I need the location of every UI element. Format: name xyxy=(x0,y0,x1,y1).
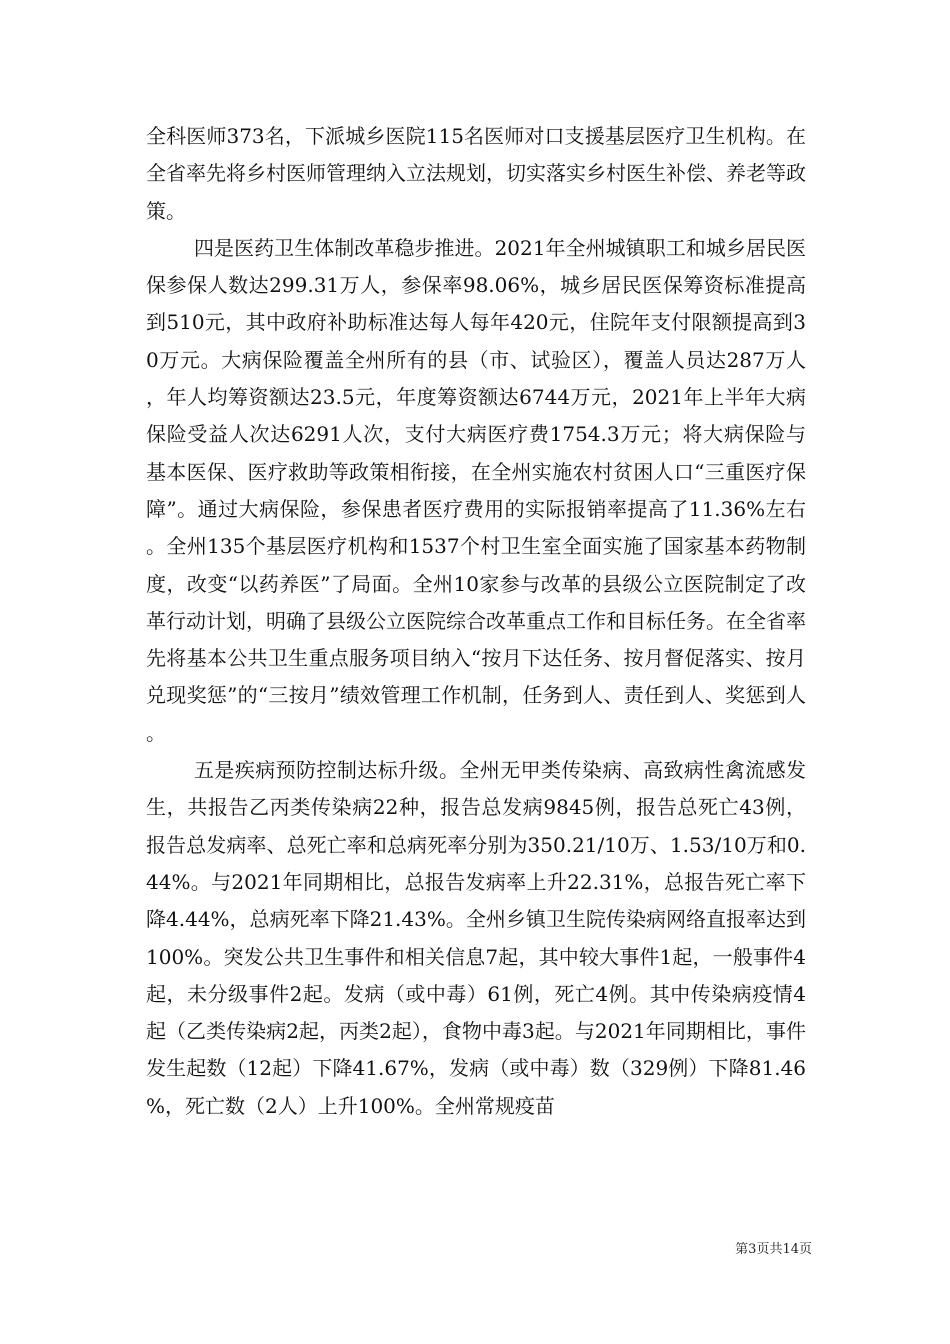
paragraph-3: 五是疾病预防控制达标升级。全州无甲类传染病、高致病性禽流感发生，共报告乙丙类传染病22种，报告总发病9845例，报告总死亡43例，报告总发病率、总死亡率和总病死率分别为350.21/10万、1.53/10万和0.44%。与2021年同期相比，总报告发病率上升22.31%，总报告死亡率下降4.44%，总病死率下降21.43%。全州乡镇卫生院传染病网络直报率达到100%。突发公共卫生事件和相关信息7起，其中较大事件1起，一般事件4起，未分级事件2起。发病（或中毒）61例，死亡4例。其中传染病疫情4起（乙类传染病2起，丙类2起），食物中毒3起。与2021年同期相比，事件发生起数（12起）下降41.67%，发病（或中毒）数（329例）下降81.46%，死亡数（2人）上升100%。全州常规疫苗 xyxy=(146,758,806,1118)
paragraph-1: 全科医师373名，下派城乡医院115名医师对口支援基层医疗卫生机构。在全省率先将乡村医师管理纳入立法规划，切实落实乡村医生补偿、养老等政策。 xyxy=(146,124,806,223)
paragraph-2: 四是医药卫生体制改革稳步推进。2021年全州城镇职工和城乡居民医保参保人数达299.31万人，参保率98.06%，城乡居民医保筹资标准提高到510元，其中政府补助标准达每人每年420元，住院年支付限额提高到30万元。大病保险覆盖全州所有的县（市、试验区），覆盖人员达287万人，年人均筹资额达23.5元，年度筹资额达6744万元，2021年上半年大病保险受益人次达6291人次，支付大病医疗费1754.3万元；将大病保险与基本医保、医疗救助等政策相衔接，在全州实施农村贫困人口“三重医疗保障”。通过大病保险，参保患者医疗费用的实际报销率提高了11.36%左右。全州135个基层医疗机构和1537个村卫生室全面实施了国家基本药物制度，改变“以药养医”了局面。全州10家参与改革的县级公立医院制定了改革行动计划，明确了县级公立医院综合改革重点工作和目标任务。在全省率先将基本公共卫生重点服务项目纳入“按月下达任务、按月督促落实、按月兑现奖惩”的“三按月”绩效管理工作机制，任务到人、责任到人、奖惩到人。 xyxy=(146,235,806,745)
document-body xyxy=(146,118,806,1125)
page-number: 第3页共14页 xyxy=(735,1242,812,1257)
